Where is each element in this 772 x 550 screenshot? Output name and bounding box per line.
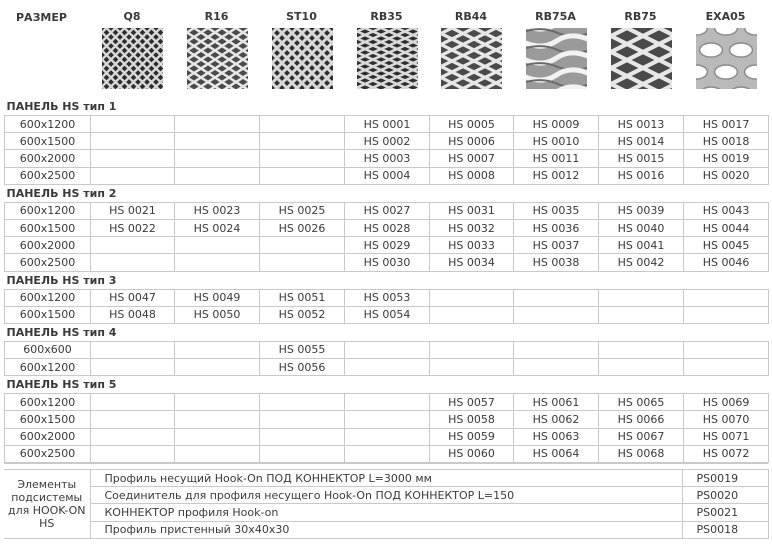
product-code-cell: HS 0025: [260, 202, 345, 219]
table-row: [5, 394, 769, 411]
product-code-cell: [91, 237, 175, 254]
product-code-cell: [684, 306, 769, 323]
section-header-row: [5, 323, 769, 341]
product-code-cell: [514, 289, 599, 306]
product-code-cell: [345, 394, 430, 411]
product-code-cell: HS 0069: [684, 394, 769, 411]
subsystem-item-code: PS0018: [682, 521, 768, 538]
section-title: ПАНЕЛЬ HS тип 2: [6, 186, 117, 200]
product-code-cell: HS 0016: [599, 167, 684, 184]
product-code-cell: [599, 359, 684, 376]
size-cell: 600x1200: [5, 394, 91, 411]
product-code-cell: HS 0004: [345, 167, 430, 184]
product-code-cell: [514, 359, 599, 376]
size-cell: 600x1500: [5, 306, 91, 323]
product-code-cell: HS 0040: [599, 219, 684, 236]
product-code-cell: HS 0042: [599, 254, 684, 271]
header-row: [0, 0, 772, 98]
product-code-cell: [175, 254, 260, 271]
product-code-cell: HS 0072: [684, 445, 769, 462]
product-code-cell: [684, 289, 769, 306]
mesh-q8-icon: [102, 28, 163, 89]
product-code-cell: [514, 306, 599, 323]
product-code-cell: HS 0007: [430, 150, 514, 167]
product-code-cell: HS 0043: [684, 202, 769, 219]
product-code-cell: HS 0068: [599, 445, 684, 462]
product-code-cell: HS 0009: [514, 116, 599, 133]
table-row: [5, 428, 769, 445]
divider: [4, 463, 768, 464]
section-header-row: [5, 184, 769, 202]
product-code-cell: [260, 411, 345, 428]
product-code-cell: HS 0056: [260, 359, 345, 376]
product-code-cell: [91, 167, 175, 184]
product-code-cell: [599, 289, 684, 306]
product-code-cell: HS 0055: [260, 341, 345, 358]
product-code-cell: [175, 341, 260, 358]
section-title: ПАНЕЛЬ HS тип 5: [6, 378, 117, 392]
product-code-cell: HS 0031: [430, 202, 514, 219]
product-code-cell: HS 0049: [175, 289, 260, 306]
product-code-cell: [91, 394, 175, 411]
mesh-rb44-icon: [441, 28, 502, 89]
product-code-cell: [260, 394, 345, 411]
product-code-cell: [175, 167, 260, 184]
product-code-cell: [91, 254, 175, 271]
product-code-cell: HS 0059: [430, 428, 514, 445]
product-code-cell: [260, 167, 345, 184]
product-code-cell: HS 0027: [345, 202, 430, 219]
product-code-cell: HS 0048: [91, 306, 175, 323]
product-code-cell: HS 0001: [345, 116, 430, 133]
product-code-cell: HS 0014: [599, 133, 684, 150]
product-code-cell: HS 0035: [514, 202, 599, 219]
table-row: [5, 411, 769, 428]
product-code-cell: HS 0036: [514, 219, 599, 236]
product-code-cell: HS 0029: [345, 237, 430, 254]
section-header-row: [5, 271, 769, 289]
size-cell: 600x1200: [5, 359, 91, 376]
table-row: [5, 289, 769, 306]
product-code-cell: HS 0064: [514, 445, 599, 462]
product-code-cell: [260, 150, 345, 167]
product-code-cell: [260, 133, 345, 150]
subsystem-item-name: Соединитель для профиля несущего Hook-On ПОД КОННЕКТОР L=150: [90, 487, 682, 504]
mesh-rb35-icon: [357, 28, 418, 89]
product-code-cell: HS 0047: [91, 289, 175, 306]
product-code-cell: HS 0006: [430, 133, 514, 150]
subsystem-item-code: PS0021: [682, 504, 768, 521]
product-code-cell: HS 0034: [430, 254, 514, 271]
size-cell: 600x1500: [5, 411, 91, 428]
product-code-cell: [175, 428, 260, 445]
product-code-cell: HS 0008: [430, 167, 514, 184]
table-row: [5, 306, 769, 323]
product-code-cell: [175, 445, 260, 462]
product-code-cell: HS 0011: [514, 150, 599, 167]
product-code-cell: [345, 359, 430, 376]
product-code-cell: [514, 341, 599, 358]
product-code-cell: HS 0060: [430, 445, 514, 462]
section-header-row: [5, 376, 769, 394]
product-code-cell: HS 0030: [345, 254, 430, 271]
product-code-cell: [175, 237, 260, 254]
table-row: [5, 150, 769, 167]
product-code-cell: HS 0071: [684, 428, 769, 445]
product-code-cell: HS 0028: [345, 219, 430, 236]
product-code-cell: HS 0017: [684, 116, 769, 133]
product-code-cell: [175, 116, 260, 133]
column-header-st10: ST10: [286, 10, 317, 23]
product-code-cell: HS 0061: [514, 394, 599, 411]
product-code-cell: HS 0054: [345, 306, 430, 323]
size-cell: 600x2500: [5, 445, 91, 462]
product-code-cell: [260, 445, 345, 462]
column-header-rb75: RB75: [624, 10, 657, 23]
size-cell: 600x1200: [5, 116, 91, 133]
product-code-cell: HS 0005: [430, 116, 514, 133]
product-code-cell: HS 0066: [599, 411, 684, 428]
mesh-rb75-icon: [611, 28, 672, 89]
column-header-rb35: RB35: [370, 10, 403, 23]
product-code-cell: HS 0041: [599, 237, 684, 254]
size-cell: 600x1500: [5, 219, 91, 236]
table-row: [5, 133, 769, 150]
mesh-rb75a-icon: [526, 28, 587, 89]
product-code-cell: [430, 359, 514, 376]
table-row: [5, 341, 769, 358]
product-code-cell: HS 0065: [599, 394, 684, 411]
column-header-r16: R16: [204, 10, 229, 23]
size-cell: 600x2500: [5, 167, 91, 184]
product-code-cell: [175, 411, 260, 428]
size-cell: 600x2500: [5, 254, 91, 271]
subsystem-row: [4, 470, 768, 487]
size-cell: 600x1200: [5, 289, 91, 306]
product-code-cell: HS 0013: [599, 116, 684, 133]
table-row: [5, 116, 769, 133]
product-code-cell: HS 0063: [514, 428, 599, 445]
product-code-cell: HS 0020: [684, 167, 769, 184]
size-cell: 600x600: [5, 341, 91, 358]
subsystem-item-name: КОННЕКТОР профиля Hook-on: [90, 504, 682, 521]
subsystem-item-code: PS0019: [682, 470, 768, 487]
product-code-cell: HS 0038: [514, 254, 599, 271]
product-code-cell: HS 0021: [91, 202, 175, 219]
column-header-exa05: EXA05: [705, 10, 746, 23]
table-row: [5, 167, 769, 184]
size-cell: 600x1500: [5, 133, 91, 150]
product-code-cell: [91, 428, 175, 445]
product-code-cell: HS 0070: [684, 411, 769, 428]
product-code-cell: HS 0002: [345, 133, 430, 150]
product-code-cell: [175, 150, 260, 167]
product-code-cell: HS 0024: [175, 219, 260, 236]
product-code-cell: [430, 289, 514, 306]
product-code-cell: HS 0039: [599, 202, 684, 219]
size-cell: 600x1200: [5, 202, 91, 219]
subsystem-item-name: Профиль несущий Hook-On ПОД КОННЕКТОР L=3000 мм: [90, 470, 682, 487]
product-code-cell: HS 0003: [345, 150, 430, 167]
product-code-cell: HS 0044: [684, 219, 769, 236]
product-code-cell: [91, 445, 175, 462]
mesh-exa05-icon: [696, 28, 757, 89]
product-code-cell: HS 0022: [91, 219, 175, 236]
size-cell: 600x2000: [5, 237, 91, 254]
product-code-cell: [684, 359, 769, 376]
mesh-r16-icon: [187, 28, 248, 89]
subsystem-item-code: PS0020: [682, 487, 768, 504]
product-code-cell: HS 0046: [684, 254, 769, 271]
product-table: [4, 98, 769, 463]
product-code-cell: [91, 411, 175, 428]
product-code-cell: HS 0052: [260, 306, 345, 323]
product-code-cell: HS 0023: [175, 202, 260, 219]
product-code-cell: [91, 133, 175, 150]
product-code-cell: HS 0037: [514, 237, 599, 254]
product-code-cell: [430, 306, 514, 323]
product-code-cell: [599, 341, 684, 358]
product-code-cell: [175, 359, 260, 376]
product-code-cell: HS 0067: [599, 428, 684, 445]
table-row: [5, 445, 769, 462]
product-code-cell: [430, 341, 514, 358]
subsystem-row: [4, 521, 768, 538]
product-code-cell: HS 0053: [345, 289, 430, 306]
column-header-rb75a: RB75A: [535, 10, 576, 23]
product-code-cell: [91, 150, 175, 167]
product-code-cell: [91, 116, 175, 133]
product-code-cell: [345, 445, 430, 462]
size-column-header: РАЗМЕР: [16, 11, 67, 24]
product-code-cell: HS 0019: [684, 150, 769, 167]
product-code-cell: HS 0032: [430, 219, 514, 236]
product-code-cell: [684, 341, 769, 358]
product-code-cell: [599, 306, 684, 323]
product-code-cell: HS 0018: [684, 133, 769, 150]
product-code-cell: [260, 428, 345, 445]
product-code-cell: HS 0015: [599, 150, 684, 167]
mesh-st10-icon: [272, 28, 333, 89]
section-title: ПАНЕЛЬ HS тип 4: [6, 325, 117, 339]
product-code-cell: [260, 254, 345, 271]
product-code-cell: [91, 359, 175, 376]
subsystem-row: [4, 504, 768, 521]
table-row: [5, 219, 769, 236]
product-code-cell: HS 0026: [260, 219, 345, 236]
table-row: [5, 359, 769, 376]
product-code-cell: [345, 411, 430, 428]
product-code-cell: HS 0012: [514, 167, 599, 184]
product-code-cell: HS 0058: [430, 411, 514, 428]
product-code-cell: HS 0010: [514, 133, 599, 150]
product-code-cell: [91, 341, 175, 358]
product-code-cell: HS 0033: [430, 237, 514, 254]
product-code-cell: HS 0057: [430, 394, 514, 411]
size-cell: 600x2000: [5, 150, 91, 167]
column-header-rb44: RB44: [454, 10, 488, 23]
product-code-cell: HS 0050: [175, 306, 260, 323]
product-code-cell: [345, 341, 430, 358]
section-title: ПАНЕЛЬ HS тип 1: [6, 100, 117, 113]
product-code-cell: HS 0051: [260, 289, 345, 306]
product-code-cell: [260, 237, 345, 254]
table-row: [5, 202, 769, 219]
product-code-cell: [175, 394, 260, 411]
subsystem-item-name: Профиль пристенный 30х40х30: [90, 521, 682, 538]
section-header-row: [5, 98, 769, 116]
subsystem-row: [4, 487, 768, 504]
product-code-cell: [260, 116, 345, 133]
product-code-cell: [175, 133, 260, 150]
subsystem-label: Элементы подсистемы для HOOK-ON HS: [4, 470, 90, 539]
subsystem-table: [4, 469, 769, 539]
table-row: [5, 254, 769, 271]
product-code-cell: [345, 428, 430, 445]
section-title: ПАНЕЛЬ HS тип 3: [6, 273, 117, 287]
table-row: [5, 237, 769, 254]
size-cell: 600x2000: [5, 428, 91, 445]
product-code-cell: HS 0062: [514, 411, 599, 428]
column-header-q8: Q8: [123, 10, 141, 23]
product-code-cell: HS 0045: [684, 237, 769, 254]
